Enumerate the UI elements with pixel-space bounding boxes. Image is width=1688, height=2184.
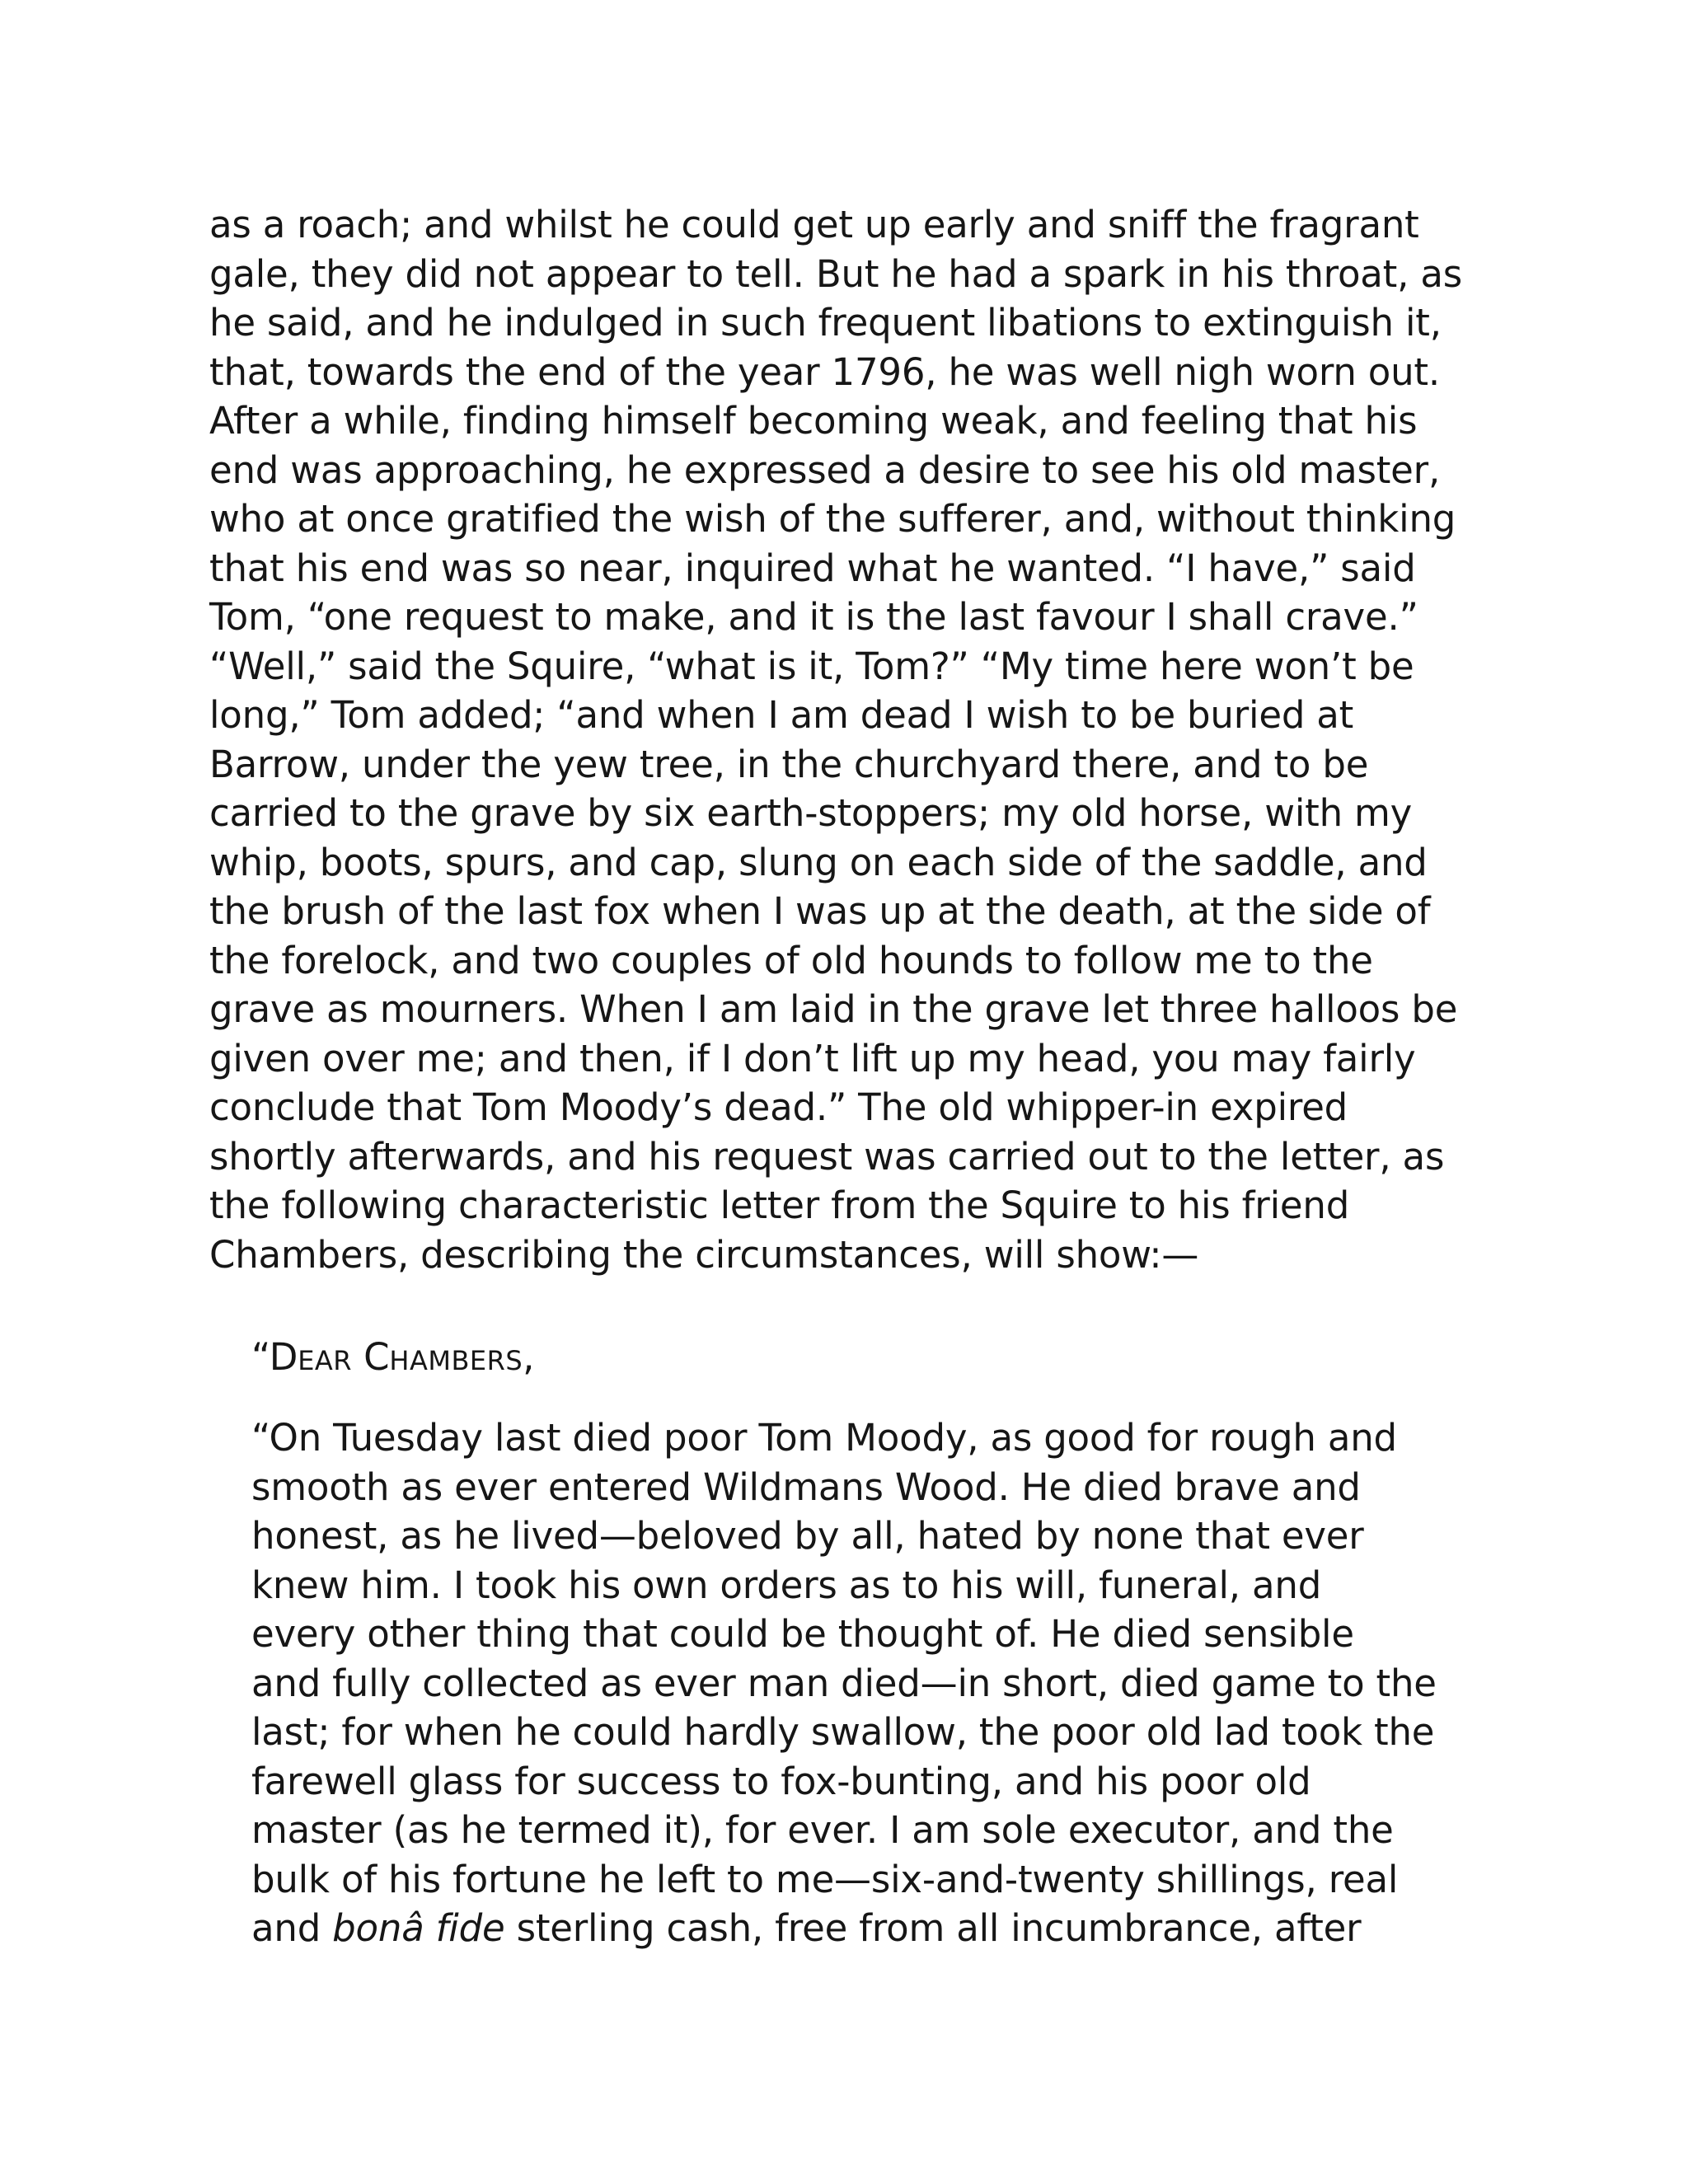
salutation-initial-c: C <box>363 1335 390 1379</box>
letter-line: knew him. I took his own orders as to his will, funeral, and <box>251 1563 1322 1607</box>
text-line: Barrow, under the yew tree, in the churchyard there, and to be <box>209 742 1369 786</box>
text-line: that his end was so near, inquired what he wanted. “I have,” said <box>209 546 1416 590</box>
text-line: Tom, “one request to make, and it is the last favour I shall crave.” <box>209 595 1418 639</box>
letter-line: every other thing that could be thought of. He died sensible <box>251 1612 1354 1656</box>
text-line: the forelock, and two couples of old hounds to follow me to the <box>209 938 1373 982</box>
text-line: “Well,” said the Squire, “what is it, Tom?” “My time here won’t be <box>209 644 1414 688</box>
letter-line: bulk of his fortune he left to me—six-and-twenty shillings, real <box>251 1857 1399 1901</box>
text-line: grave as mourners. When I am laid in the grave let three halloos be <box>209 987 1458 1031</box>
text-line: the brush of the last fox when I was up at the death, at the side of <box>209 889 1431 933</box>
text-line: given over me; and then, if I don’t lift up my head, you may fairly <box>209 1036 1416 1080</box>
letter-line: smooth as ever entered Wildmans Wood. He died brave and <box>251 1465 1361 1509</box>
text-line: as a roach; and whilst he could get up early and sniff the fragrant <box>209 203 1419 246</box>
text-line: After a while, finding himself becoming weak, and feeling that his <box>209 399 1418 443</box>
text-line: long,” Tom added; “and when I am dead I wish to be buried at <box>209 693 1354 737</box>
text-line: carried to the grave by six earth-stoppers; my old horse, with my <box>209 791 1413 835</box>
letter-paragraph <box>251 1413 1437 1953</box>
text-line: Chambers, describing the circumstances, will show:— <box>209 1232 1199 1277</box>
text-line: gale, they did not appear to tell. But he had a spark in his throat, as <box>209 251 1462 296</box>
letter-line: honest, as he lived—beloved by all, hated by none that ever <box>251 1514 1364 1558</box>
letter-line: and fully collected as ever man died—in short, died game to the <box>251 1661 1437 1705</box>
letter-line: farewell glass for success to fox-bunting, and his poor old <box>251 1759 1311 1803</box>
salutation-space <box>352 1335 363 1379</box>
text-line: he said, and he indulged in such frequent libations to extinguish it, <box>209 301 1442 344</box>
salutation-small-caps-ear: EAR <box>298 1345 353 1376</box>
letter-line-last <box>251 1904 1437 1953</box>
body-paragraph <box>209 200 1462 1279</box>
salutation-small-caps-hambers: HAMBERS <box>389 1345 523 1376</box>
italic-phrase: bonâ fide <box>332 1906 505 1950</box>
text-line: whip, boots, spurs, and cap, slung on each side of the saddle, and <box>209 840 1428 884</box>
letter-salutation <box>251 1333 534 1386</box>
letter-last-line-end: sterling cash, free from all incumbrance, after <box>504 1906 1362 1950</box>
letter-line: master (as he termed it), for ever. I am sole executor, and the <box>251 1808 1394 1852</box>
text-line: end was approaching, he expressed a desire to see his old master, <box>209 448 1441 492</box>
salutation-initial-d: D <box>269 1335 298 1379</box>
salutation-comma: , <box>523 1335 535 1379</box>
salutation-open-quote: “ <box>251 1335 270 1379</box>
letter-line: last; for when he could hardly swallow, the poor old lad took the <box>251 1710 1435 1754</box>
text-line: shortly afterwards, and his request was carried out to the letter, as <box>209 1134 1445 1179</box>
letter-line: “On Tuesday last died poor Tom Moody, as good for rough and <box>251 1416 1397 1460</box>
text-line: that, towards the end of the year 1796, he was well nigh worn out. <box>209 349 1440 394</box>
text-line: the following characteristic letter from the Squire to his friend <box>209 1183 1350 1227</box>
text-line: who at once gratified the wish of the sufferer, and, without thinking <box>209 497 1456 541</box>
letter-last-line-start: and <box>251 1906 333 1950</box>
text-line: conclude that Tom Moody’s dead.” The old whipper-in expired <box>209 1085 1348 1129</box>
